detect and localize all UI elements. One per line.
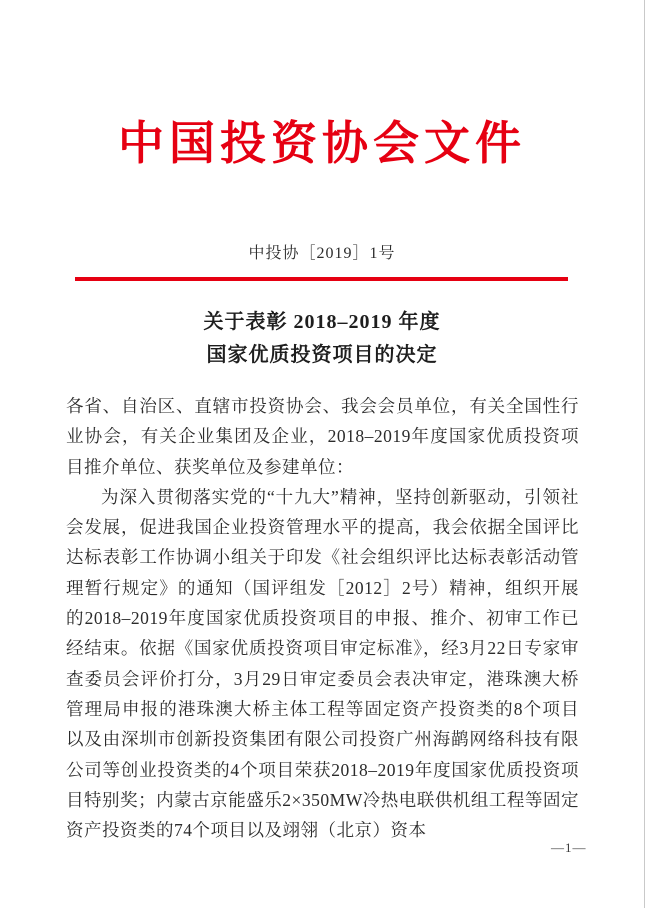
document-number: 中投协［2019］1号 <box>248 245 396 262</box>
letterhead-title: 中国投资协会文件 <box>118 118 526 169</box>
document-title-line2: 国家优质投资项目的决定 <box>206 344 438 366</box>
salutation-paragraph: 各省、自治区、直辖市投资协会、我会会员单位，有关全国性行业协会，有关企业集团及企业，2018–2019年度国家优质投资项目推介单位、获奖单位及参建单位： <box>66 396 579 477</box>
letterhead-divider-rule <box>75 277 568 281</box>
body-paragraph: 为深入贯彻落实党的“十九大”精神，坚持创新驱动，引领社会发展，促进我国企业投资管理水平的提高，我会依据全国评比达标表彰工作协调小组关于印发《社会组织评比达标表彰活动管理暂行规定》的通知（国评组发［2012］2号）精神，组织开展的2018–2019年度国家优质投资项目的申报、推介、初审工作已经结束。依据《国家优质投资项目审定标准》，经3月22日专家审查委员会评价打分，3月29日审定委员会表决审定，港珠澳大桥管理局申报的港珠澳大桥主体工程等固定资产投资类的8个项目以及由深圳市创新投资集团有限公司投资广州海鹋网络科技有限公司等创业投资类的4个项目荣获2018–2019年度国家优质投资项目特别奖；内蒙古京能盛乐2×350MW冷热电联供机组工程等固定资产投资类的74个项目以及翊翎（北京）资本 <box>66 486 579 841</box>
document-title <box>0 306 644 372</box>
document-body <box>66 391 579 845</box>
page-number: —1— <box>551 840 587 855</box>
document-title-line1: 关于表彰 2018–2019 年度 <box>203 311 441 333</box>
